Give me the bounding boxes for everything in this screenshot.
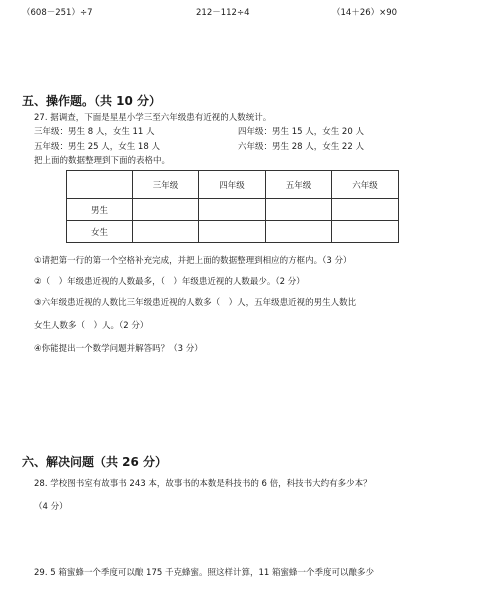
calc-expression-3: （14＋26）×90: [332, 8, 398, 18]
table-instruction: 把上面的数据整理到下面的表格中。: [34, 156, 171, 166]
q27-intro: 27. 据调查，下面是星星小学三至六年级患有近视的人数统计。: [34, 113, 272, 123]
table-cell-girls-grade4[interactable]: [199, 221, 266, 243]
sub-question-3a: ③六年级患近视的人数比三年级患近视的人数多（ ）人，五年级患近视的男生人数比: [34, 298, 357, 308]
q28-line1: 28. 学校图书室有故事书 243 本，故事书的本数是科技书的 6 倍，科技书大约有多少本？: [34, 479, 372, 489]
table-row-label-girls: 女生: [67, 221, 133, 243]
section6-title: 六、解决问题（共 26 分）: [22, 455, 168, 469]
sub-question-2: ②（ ）年级患近视的人数最多，（ ）年级患近视的人数最少。（2 分）: [34, 277, 305, 287]
table-header-row: [67, 171, 399, 199]
calc-expression-2: 212－112÷4: [196, 8, 250, 18]
data-table: [66, 170, 399, 243]
survey-grade5: 五年级：男生 25 人，女生 18 人: [34, 142, 160, 152]
table-cell-girls-grade6[interactable]: [332, 221, 399, 243]
table-row: [67, 199, 399, 221]
table-cell-boys-grade4[interactable]: [199, 199, 266, 221]
table-cell-girls-grade3[interactable]: [133, 221, 199, 243]
table-header-grade3: 三年级: [133, 171, 199, 199]
survey-grade4: 四年级：男生 15 人，女生 20 人: [238, 127, 364, 137]
table-header-grade6: 六年级: [332, 171, 399, 199]
calc-expression-1: （608－251）÷7: [22, 8, 93, 18]
table-header-grade4: 四年级: [199, 171, 266, 199]
survey-grade6: 六年级：男生 28 人，女生 22 人: [238, 142, 364, 152]
table-cell-boys-grade5[interactable]: [266, 199, 332, 221]
table-cell-girls-grade5[interactable]: [266, 221, 332, 243]
table-corner-cell[interactable]: [67, 171, 133, 199]
table-cell-boys-grade6[interactable]: [332, 199, 399, 221]
q29-line1: 29. 5 箱蜜蜂一个季度可以酿 175 千克蜂蜜。照这样计算，11 箱蜜蜂一个季度可以酿多少: [34, 568, 374, 578]
q28-line2: （4 分）: [34, 502, 68, 512]
sub-question-1: ①请把第一行的第一个空格补充完成，并把上面的数据整理到相应的方框内。（3 分）: [34, 256, 352, 266]
table-row-label-boys: 男生: [67, 199, 133, 221]
table-cell-boys-grade3[interactable]: [133, 199, 199, 221]
section5-title: 五、操作题。（共 10 分）: [22, 94, 162, 108]
sub-question-4: ④你能提出一个数学问题并解答吗？（3 分）: [34, 344, 203, 354]
table-row: [67, 221, 399, 243]
table-header-grade5: 五年级: [266, 171, 332, 199]
survey-grade3: 三年级：男生 8 人，女生 11 人: [34, 127, 155, 137]
sub-question-3b: 女生人数多（ ）人。（2 分）: [34, 321, 149, 331]
